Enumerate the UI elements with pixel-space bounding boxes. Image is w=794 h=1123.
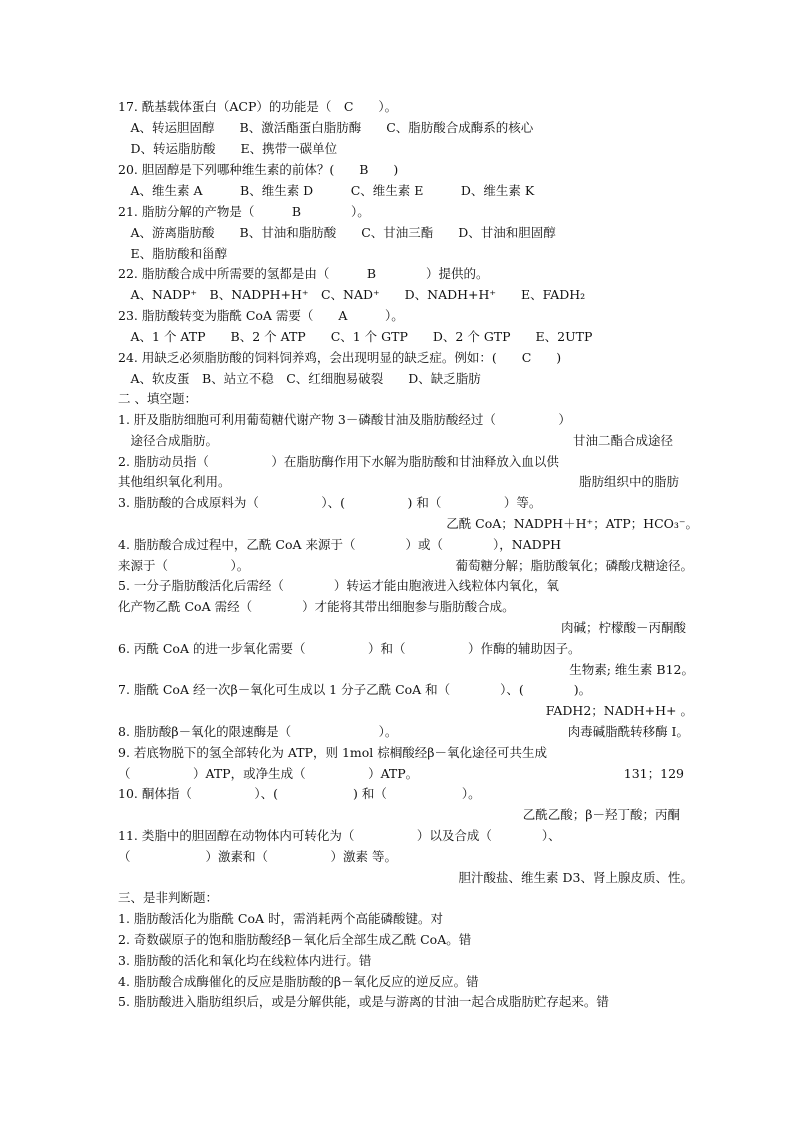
fill-11: 11. 类脂中的胆固醇在动物体内可转化为（ ）以及合成（ ）、 [118, 828, 561, 843]
fill-5-answer: 肉碱；柠檬酸－丙酮酸 [560, 620, 686, 635]
fill-5-cont: 化产物乙酰 CoA 需经（ ）才能将其带出细胞参与脂肪酸合成。 [118, 599, 515, 614]
fill-1-cont: 途径合成脂肪。 [118, 433, 219, 448]
section-true-false-heading: 三、是非判断题： [118, 890, 219, 905]
q23-options: A、1 个 ATP B、2 个 ATP C、1 个 GTP D、2 个 GTP E、2UTP [118, 329, 593, 344]
tf-5: 5. 脂肪酸进入脂肪组织后，或是分解供能，或是与游离的甘油一起合成脂肪贮存起来。错 [118, 994, 609, 1009]
fill-6: 6. 丙酰 CoA 的进一步氧化需要（ ）和（ ）作酶的辅助因子。 [118, 641, 581, 656]
section-fill-in-heading: 二 、填空题： [118, 391, 197, 406]
fill-9: 9. 若底物脱下的氢全部转化为 ATP，则 1mol 棕榈酸经β－氧化途径可共生成 [118, 745, 547, 760]
fill-10: 10. 酮体指（ ）、( ) 和（ ）。 [118, 786, 481, 801]
fill-6-answer: 生物素; 维生素 B12。 [569, 662, 694, 677]
tf-1: 1. 脂肪酸活化为脂酰 CoA 时，需消耗两个高能磷酸键。对 [118, 911, 443, 926]
q21-options-2: E、脂肪酸和甾醇 [118, 246, 228, 261]
q24-options: A、软皮蛋 B、站立不稳 C、红细胞易破裂 D、缺乏脂肪 [118, 371, 481, 386]
fill-9-answer: 131；129 [623, 766, 684, 781]
tf-3: 3. 脂肪酸的活化和氧化均在线粒体内进行。错 [118, 953, 372, 968]
q21-options-1: A、游离脂肪酸 B、甘油和脂肪酸 C、甘油三酯 D、甘油和胆固醇 [118, 225, 556, 240]
fill-11-cont: （ ）激素和（ ）激素 等。 [118, 849, 397, 864]
fill-9-cont: （ ）ATP，或净生成（ ）ATP。 [118, 766, 419, 781]
q22: 22. 脂肪酸合成中所需要的氢都是由（ B ）提供的。 [118, 266, 489, 281]
fill-7: 7. 脂酰 CoA 经一次β－氧化可生成以 1 分子乙酰 CoA 和（ ）、( )。 [118, 682, 592, 697]
fill-4-cont: 来源于（ ）。 [118, 558, 250, 573]
fill-4: 4. 脂肪酸合成过程中，乙酰 CoA 来源于（ ）或（ ），NADPH [118, 537, 562, 552]
fill-2-answer: 脂肪组织中的脂肪 [578, 474, 679, 489]
fill-11-answer: 胆汁酸盐、维生素 D3、肾上腺皮质、性。 [458, 870, 693, 885]
q21: 21. 脂肪分解的产物是（ B ）。 [118, 204, 370, 219]
q23: 23. 脂肪酸转变为脂酰 CoA 需要（ A ）。 [118, 308, 404, 323]
fill-1: 1. 肝及脂肪细胞可利用葡萄糖代谢产物 3－磷酸甘油及脂肪酸经过（ ） [118, 412, 571, 427]
fill-2: 2. 脂肪动员指（ ）在脂肪酶作用下水解为脂肪酸和甘油释放入血以供 [118, 454, 559, 469]
tf-4: 4. 脂肪酸合成酶催化的反应是脂肪酸的β－氧化反应的逆反应。错 [118, 974, 479, 989]
q17-options-1: A、转运胆固醇 B、激活酯蛋白脂肪酶 C、脂肪酸合成酶系的核心 [118, 120, 534, 135]
fill-8-answer: 肉毒碱脂酰转移酶 I。 [567, 724, 689, 739]
fill-3: 3. 脂肪酸的合成原料为（ ）、( ) 和（ ）等。 [118, 495, 542, 510]
tf-2: 2. 奇数碳原子的饱和脂肪酸经β－氧化后全部生成乙酰 CoA。错 [118, 932, 472, 947]
q24: 24. 用缺乏必须脂肪酸的饲料饲养鸡，会出现明显的缺乏症。例如：( C ) [118, 350, 562, 365]
q20-options: A、维生素 A B、维生素 D C、维生素 E D、维生素 K [118, 183, 535, 198]
q22-options: A、NADP⁺ B、NADPH+H⁺ C、NAD⁺ D、NADH+H⁺ E、FADH₂ [118, 287, 586, 302]
fill-1-answer: 甘油二酯合成途径 [572, 433, 673, 448]
fill-8: 8. 脂肪酸β－氧化的限速酶是（ ）。 [118, 724, 398, 739]
fill-10-answer: 乙酰乙酸；β－羟丁酸；丙酮 [522, 807, 680, 822]
q17: 17. 酰基载体蛋白（ACP）的功能是（ C ）。 [118, 99, 398, 114]
fill-7-answer: FADH2；NADH+H+ 。 [545, 703, 693, 718]
q20: 20. 胆固醇是下列哪种维生素的前体？( B ) [118, 162, 399, 177]
fill-4-answer: 葡萄糖分解；脂肪酸氧化；磷酸戊糖途径。 [455, 558, 693, 573]
fill-2-cont: 其他组织氧化利用。 [118, 474, 231, 489]
q17-options-2: D、转运脂肪酸 E、携带一碳单位 [118, 141, 338, 156]
fill-3-answer: 乙酰 CoA；NADPH＋H⁺；ATP；HCO₃⁻。 [446, 516, 698, 531]
fill-5: 5. 一分子脂肪酸活化后需经（ ）转运才能由胞液进入线粒体内氧化，氧 [118, 578, 559, 593]
